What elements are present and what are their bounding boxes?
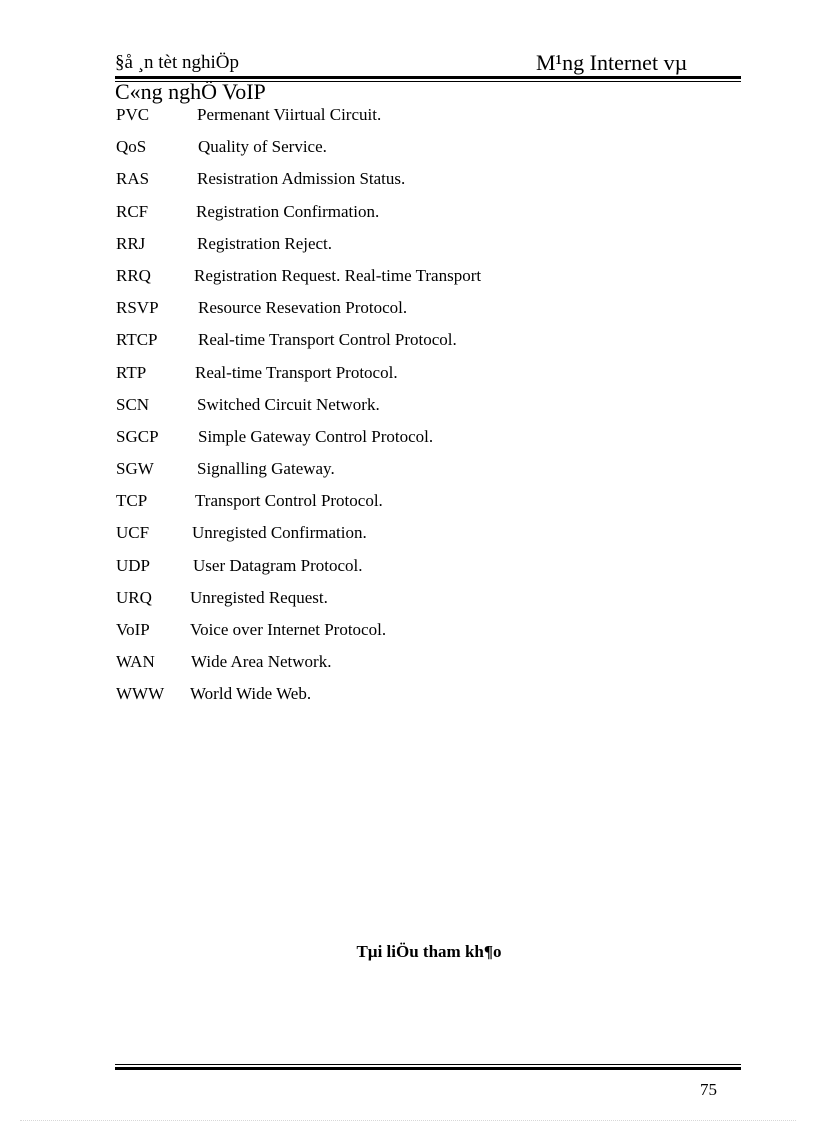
abbreviation-definition: Resistration Admission Status. xyxy=(197,169,406,189)
header-document-title: §å ¸n tèt nghiÖp xyxy=(115,52,240,73)
abbreviation-term: PVC xyxy=(116,105,150,124)
abbreviation-term: TCP xyxy=(116,491,148,511)
abbreviation-definition: Real-time Transport Control Protocol. xyxy=(198,330,457,350)
page-edge-divider xyxy=(20,1120,796,1121)
abbreviation-definition: User Datagram Protocol. xyxy=(193,555,363,575)
abbreviation-definition: Unregisted Request. xyxy=(190,587,328,607)
abbreviation-term: WWW xyxy=(116,684,165,704)
abbreviation-definition: Wide Area Network. xyxy=(191,652,332,672)
abbreviation-definition: Transport Control Protocol. xyxy=(195,491,383,511)
abbreviation-definition: Registration Confirmation. xyxy=(196,201,380,221)
abbreviation-term: UDP xyxy=(116,555,151,575)
abbreviation-term: WAN xyxy=(116,652,155,672)
abbreviation-term: RRQ xyxy=(116,265,151,285)
abbreviation-definition: Voice over Internet Protocol. xyxy=(190,620,387,639)
abbreviation-term: SCN xyxy=(116,394,150,414)
abbreviation-term: SGW xyxy=(116,459,154,479)
abbreviation-definition: Switched Circuit Network. xyxy=(197,394,380,414)
abbreviation-term: UCF xyxy=(116,523,150,543)
abbreviation-definition: World Wide Web. xyxy=(190,684,312,704)
abbreviation-term: RAS xyxy=(116,169,150,189)
abbreviation-definition: Signalling Gateway. xyxy=(197,459,335,479)
footer-rule-thick xyxy=(115,1067,741,1070)
abbreviation-definition: Real-time Transport Protocol. xyxy=(195,362,398,382)
abbreviation-term: RCF xyxy=(116,201,149,221)
abbreviation-term: RSVP xyxy=(116,298,159,318)
abbreviation-term: QoS xyxy=(116,137,147,157)
header-topic-title: M¹ng Internet vµ xyxy=(536,50,688,75)
abbreviation-term: RTP xyxy=(116,362,147,382)
abbreviation-term: VoIP xyxy=(116,620,150,639)
abbreviation-term: RTCP xyxy=(116,330,158,350)
abbreviation-definition: Resource Resevation Protocol. xyxy=(198,298,408,318)
abbreviation-definition: Simple Gateway Control Protocol. xyxy=(198,426,434,446)
abbreviation-definition: Permenant Viirtual Circuit. xyxy=(197,105,382,124)
page-number: 75 xyxy=(700,1080,717,1099)
abbreviation-definition: Unregisted Confirmation. xyxy=(192,523,367,543)
abbreviation-definition: Registration Request. Real-time Transport xyxy=(194,265,482,285)
abbreviation-term: URQ xyxy=(116,587,152,607)
abbreviation-definition: Registration Reject. xyxy=(197,233,333,253)
references-heading: Tµi liÖu tham kh¶o xyxy=(356,942,502,961)
footer-rule-thin xyxy=(115,1064,741,1065)
abbreviation-term: RRJ xyxy=(116,233,146,253)
abbreviation-term: SGCP xyxy=(116,426,159,446)
abbreviation-definition: Quality of Service. xyxy=(198,137,327,157)
header-topic-subtitle: C«ng nghÖ VoIP xyxy=(115,79,266,104)
